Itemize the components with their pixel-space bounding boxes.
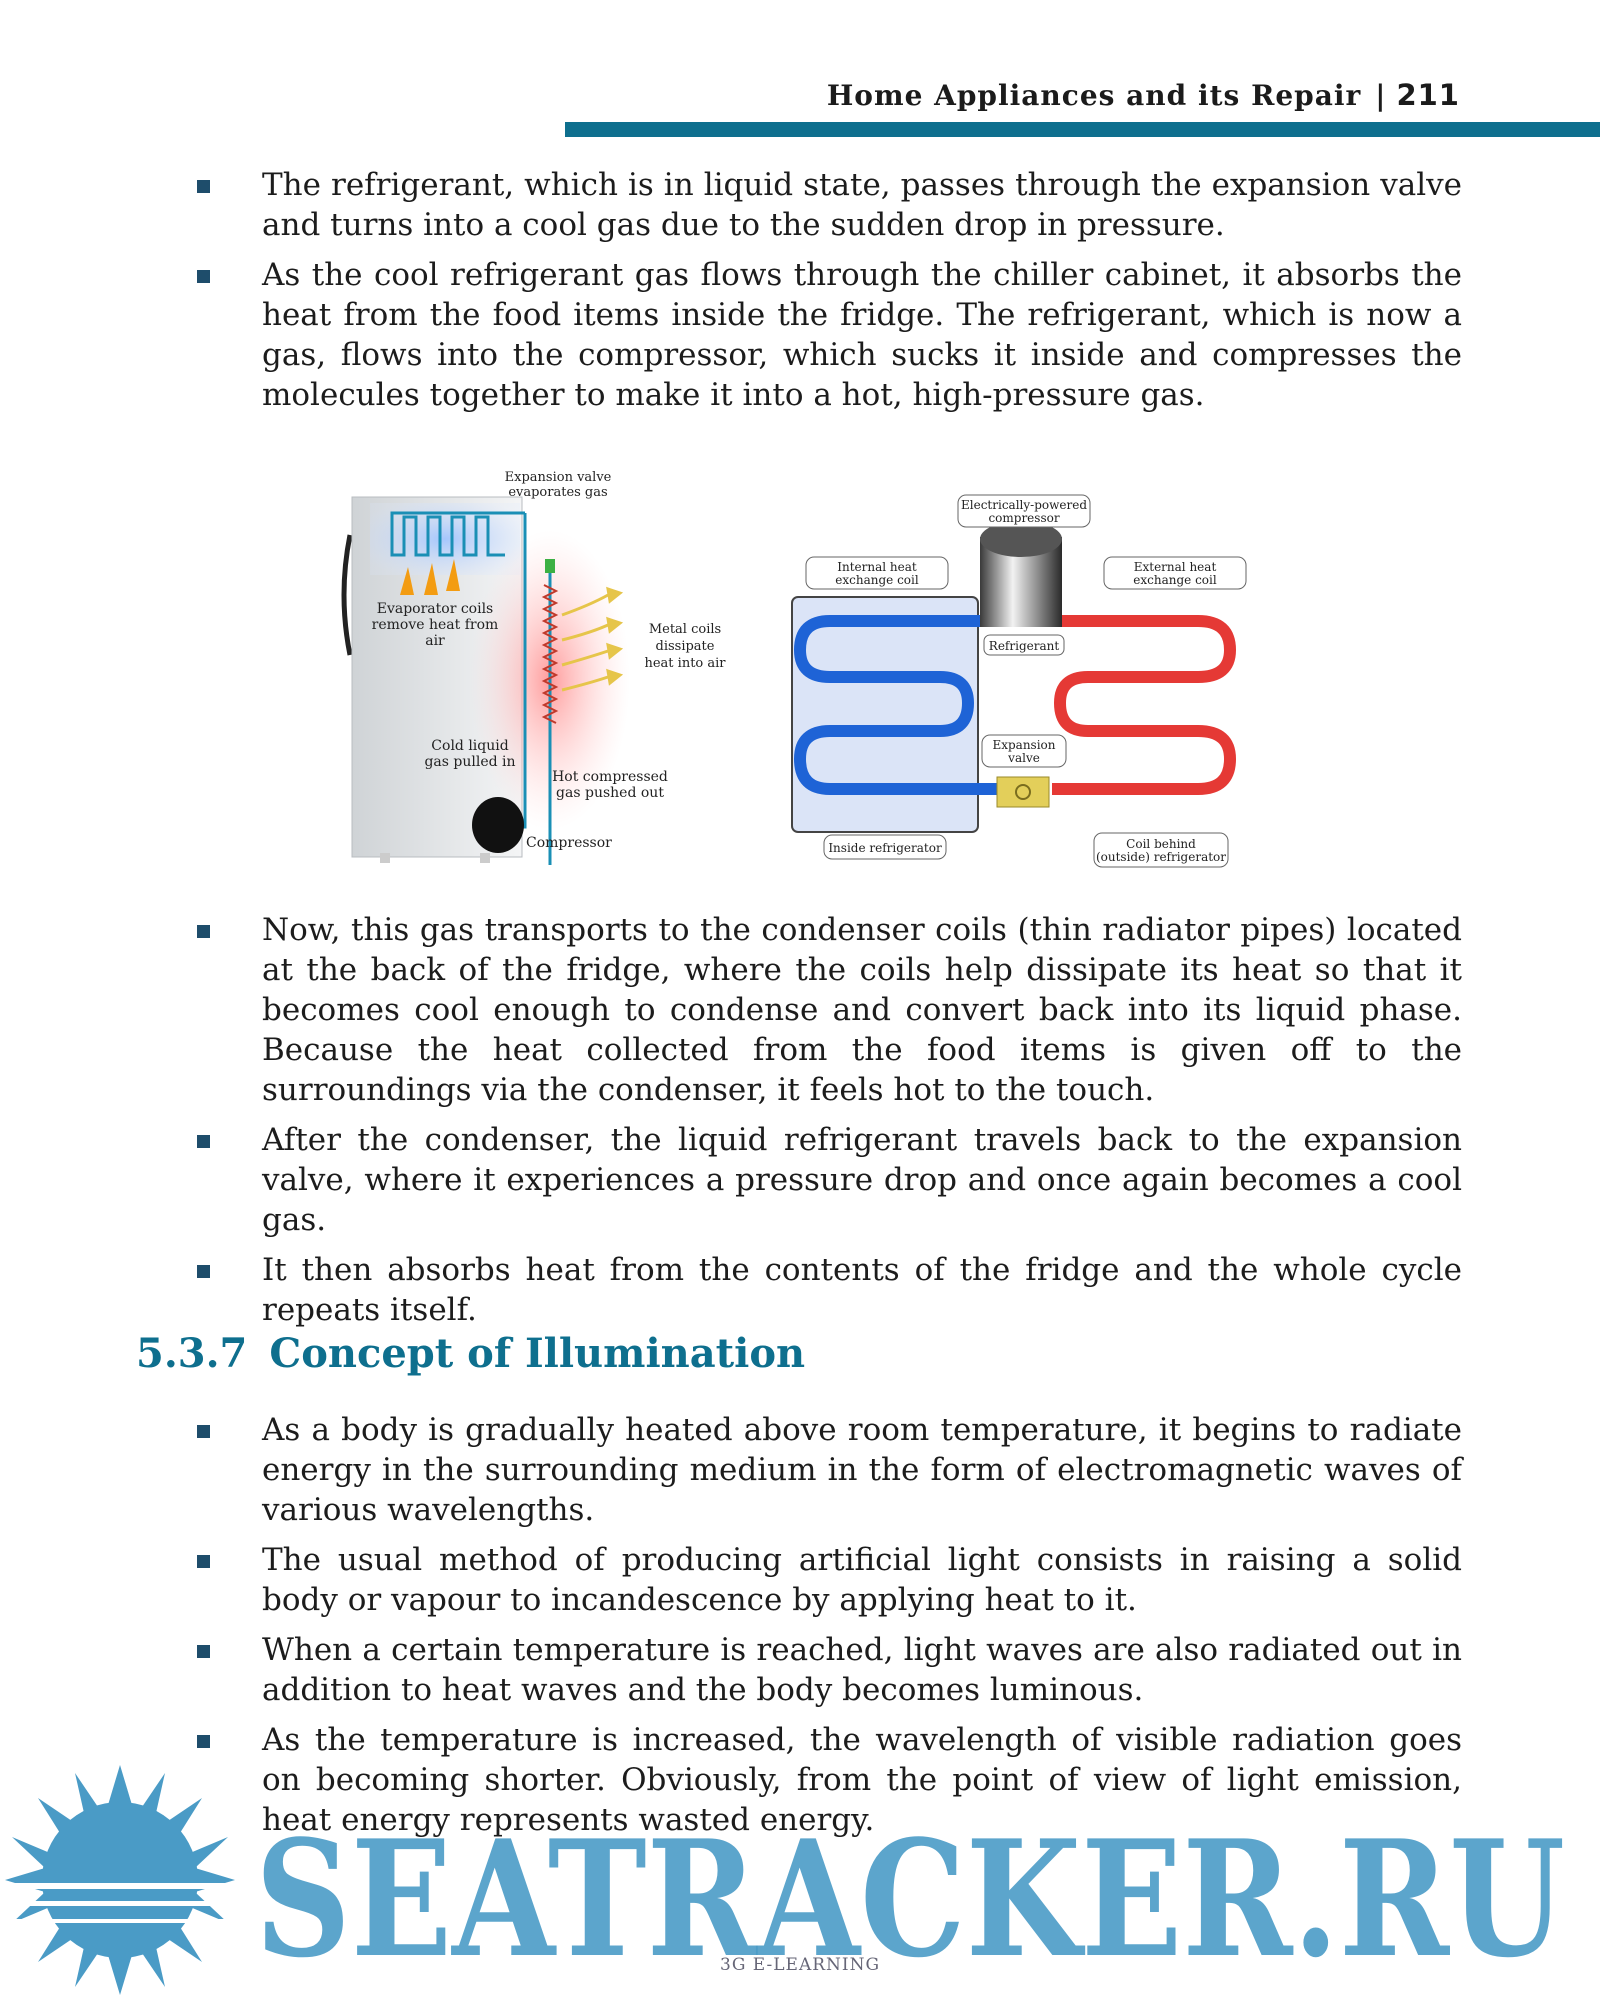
label-coil-behind: Coil behind	[1126, 837, 1196, 851]
bullet-square-icon	[197, 925, 210, 938]
label-metal-coils: dissipate	[655, 639, 715, 654]
label-refrigerant: Refrigerant	[988, 639, 1060, 653]
label-external-coil: exchange coil	[1133, 573, 1217, 587]
label-external-coil: External heat	[1133, 560, 1217, 574]
list-item	[0, 255, 1600, 415]
label-expansion-valve: Expansion	[992, 738, 1056, 752]
label-cold-liquid: gas pulled in	[424, 754, 516, 770]
list-item	[0, 1630, 1600, 1710]
label-cold-liquid: Cold liquid	[431, 738, 509, 754]
list-item-text: When a certain temperature is reached, light waves are also radiated out in addition to heat waves and the body becomes luminous.	[262, 1632, 1462, 1708]
list-item	[0, 1410, 1600, 1530]
expansion-valve-icon	[545, 559, 555, 573]
list-item	[0, 1540, 1600, 1620]
book-title: Home Appliances and its Repair	[826, 79, 1362, 112]
list-item-text: As the temperature is increased, the wavelength of visible radiation goes on becoming shorter. Obviously, from the point of view of light emission, heat energy represents wasted energy.	[262, 1722, 1462, 1838]
sun-logo-icon	[0, 1765, 250, 1995]
label-compressor: compressor	[988, 511, 1060, 525]
label-evaporator: remove heat from	[371, 617, 499, 633]
label-evaporator: air	[425, 633, 445, 649]
fridge-door-handle	[344, 535, 350, 655]
refrigerator-compartment	[792, 597, 978, 832]
bullet-square-icon	[197, 1425, 210, 1438]
label-compressor: Compressor	[526, 835, 612, 851]
expansion-valve-icon	[997, 777, 1049, 807]
list-item-text: As a body is gradually heated above room temperature, it begins to radiate energy in the surrounding medium in the form of electromagnetic waves of various wavelengths.	[262, 1412, 1462, 1528]
list-item	[0, 910, 1600, 1110]
list-item-text: As the cool refrigerant gas flows through the chiller cabinet, it absorbs the heat from the food items inside the fridge. The refrigerant, which is now a gas, flows into the compressor, which sucks it inside and compresses the molecules together to make it into a hot, high-pressure gas.	[262, 257, 1462, 413]
list-item	[0, 1250, 1600, 1330]
compressor-icon	[472, 797, 524, 853]
cycle-diagram	[792, 495, 1246, 867]
bullet-square-icon	[197, 1135, 210, 1148]
label-internal-coil: exchange coil	[835, 573, 919, 587]
label-inside-refrigerator: Inside refrigerator	[828, 841, 942, 855]
label-expansion-valve: valve	[1008, 751, 1040, 765]
bullet-square-icon	[197, 270, 210, 283]
list-item-text: Now, this gas transports to the condenser coils (thin radiator pipes) located at the back of the fridge, where the coils help dissipate its heat so that it becomes cool enough to condense and convert back into its liquid phase. Because the heat collected from the food items is given off to the surroundings via the condenser, it feels hot to the touch.	[262, 912, 1462, 1108]
section-heading	[136, 1330, 805, 1377]
list-item-text: The refrigerant, which is in liquid state, passes through the expansion valve and turns into a cool gas due to the sudden drop in pressure.	[262, 167, 1462, 243]
page-number: 211	[1396, 78, 1460, 112]
running-header	[827, 78, 1460, 112]
bullet-list-middle	[0, 910, 1600, 1340]
watermark-text: SEATRACKER.RU	[255, 1805, 1565, 1993]
bullet-square-icon	[197, 180, 210, 193]
footer-publisher: 3G E-LEARNING	[720, 1955, 881, 1975]
fridge-diagram	[344, 470, 726, 865]
bullet-square-icon	[197, 1645, 210, 1658]
electrically-powered-compressor	[980, 521, 1062, 627]
list-item-text: After the condenser, the liquid refrigerant travels back to the expansion valve, where it experiences a pressure drop and once again becomes a cool gas.	[262, 1122, 1462, 1238]
bullet-list-top	[0, 165, 1600, 425]
header-rule	[565, 122, 1600, 137]
external-heat-exchange-coil	[1052, 621, 1230, 789]
bullet-square-icon	[197, 1555, 210, 1568]
bullet-square-icon	[197, 1735, 210, 1748]
list-item-text: It then absorbs heat from the contents of the fridge and the whole cycle repeats itself.	[262, 1252, 1462, 1328]
label-metal-coils: Metal coils	[648, 622, 722, 637]
label-metal-coils: heat into air	[644, 656, 726, 671]
figure-svg	[340, 455, 1260, 875]
label-hot-gas: Hot compressed	[552, 769, 668, 785]
list-item	[0, 165, 1600, 245]
list-item	[0, 1120, 1600, 1240]
bullet-square-icon	[197, 1265, 210, 1278]
section-title: Concept of Illumination	[269, 1330, 806, 1377]
refrigeration-cycle-figure	[340, 455, 1260, 875]
label-compressor: Electrically-powered	[961, 498, 1087, 512]
section-number: 5.3.7	[136, 1330, 248, 1377]
label-expansion-valve: evaporates gas	[508, 485, 608, 500]
list-item-text: The usual method of producing artificial light consists in raising a solid body or vapour to incandescence by applying heat to it.	[262, 1542, 1462, 1618]
fridge-foot	[480, 853, 490, 863]
label-coil-behind: (outside) refrigerator	[1095, 850, 1227, 864]
label-hot-gas: gas pushed out	[556, 785, 664, 801]
label-expansion-valve: Expansion valve	[504, 470, 612, 485]
label-internal-coil: Internal heat	[837, 560, 917, 574]
label-evaporator: Evaporator coils	[376, 601, 494, 617]
fridge-foot	[380, 853, 390, 863]
header-separator: |	[1375, 79, 1387, 112]
